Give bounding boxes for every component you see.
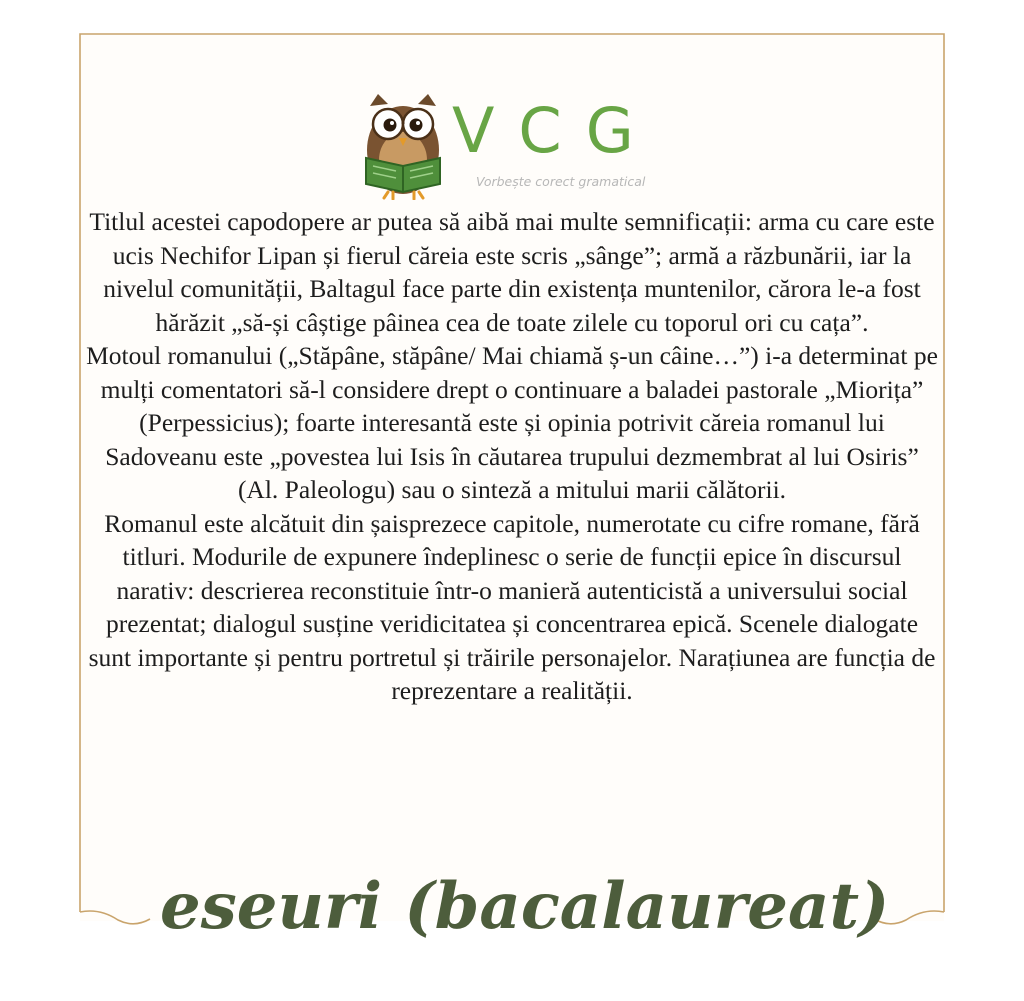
brand-name: VCG — [452, 94, 658, 167]
essay-paragraph-structure: Romanul este alcătuit din șaisprezece capitole, numerotate cu cifre romane, fără titluri. Modurile de expunere îndeplinesc o serie de funcții epice în discursul narativ: descrierea reconstituie într-o manieră autenticistă a universului social prezentat; dialogul susține veridicitatea și concentrarea epică. Scenele dialogate sunt importante și pentru portretul și trăirile personajelor. Narațiunea are funcția de reprezentare a realității. — [88, 508, 936, 705]
essay-text — [86, 205, 938, 708]
brand-tagline: Vorbește corect gramatical — [476, 174, 646, 189]
essay-paragraph-motto: Motoul romanului („Stăpâne, stăpâne/ Mai chiamă ș-un câine…”) i-a determinat pe mulți comentatori să-l considere drept o continuare a baladei pastorale „Miorița” (Perpessicius); foarte interesantă este și opinia potrivit căreia romanul lui Sadoveanu este „povestea lui Isis în căutarea trupului dezmembrat al lui Osiris” (Al. Paleologu) sau o sinteză a mitului marii călătorii. — [86, 341, 938, 504]
vcg-logo — [360, 92, 660, 202]
owl-reading-book-icon — [360, 92, 446, 200]
footer-title: eseuri (bacalaureat) — [160, 869, 890, 944]
essay-paragraph-title-meaning: Titlul acestei capodopere ar putea să aibă mai multe semnificații: arma cu care este ucis Nechifor Lipan și fierul căreia este scris „sânge”; armă a răzbunării, iar la nivelul comunității, Baltagul face parte din existența muntenilor, cărora le-a fost hărăzit „să-și câștige pâinea cea de toate zilele cu toporul ori cu cața”. — [89, 207, 935, 337]
